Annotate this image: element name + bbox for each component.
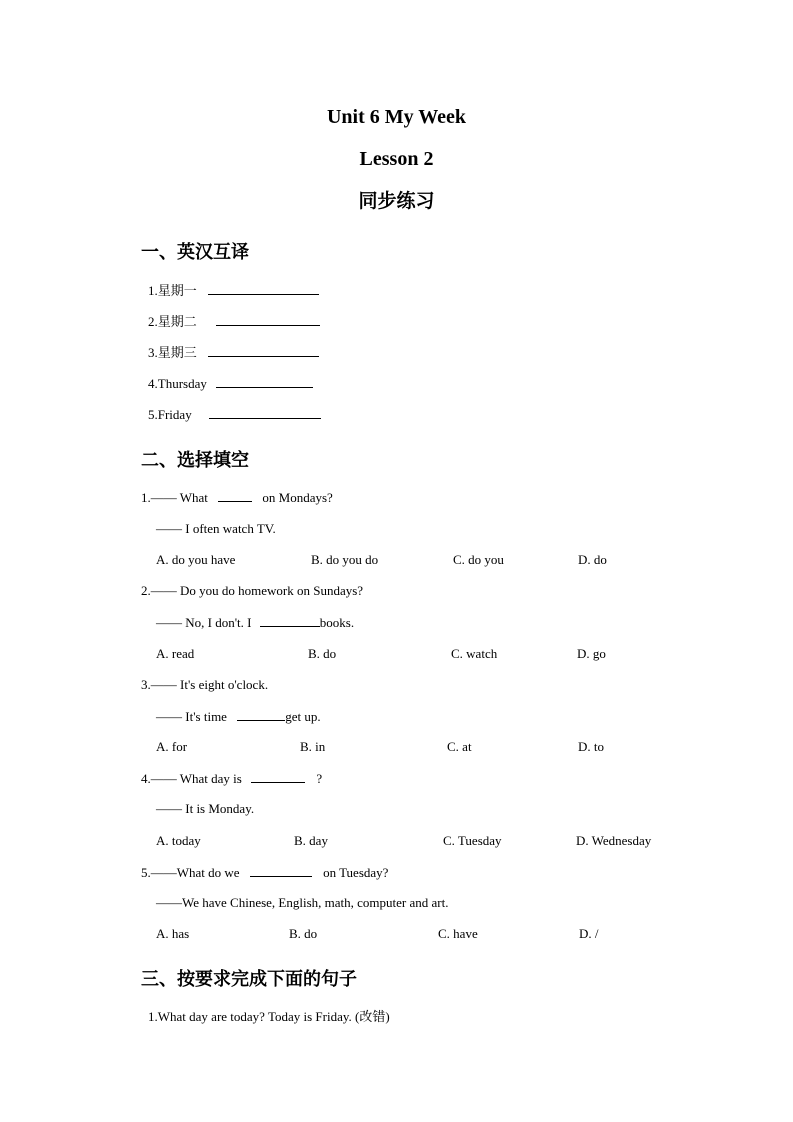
answer-blank	[251, 770, 305, 783]
answer-line-3	[156, 708, 321, 725]
answer-line-4: —— It is Monday.	[156, 801, 255, 816]
option-b: B. do you do	[311, 552, 379, 567]
section-heading-sentences: 三、按要求完成下面的句子	[141, 969, 357, 990]
answer-text: get up.	[285, 709, 321, 724]
option-a: A. has	[156, 926, 190, 941]
document-subtitle: 同步练习	[358, 190, 435, 212]
translation-item	[148, 375, 313, 392]
translation-item	[148, 313, 320, 330]
option-d: D. do	[578, 552, 607, 567]
answer-blank	[216, 313, 320, 326]
option-c: C. have	[438, 926, 478, 941]
question-text: on Mondays?	[262, 490, 333, 505]
question-text: ?	[316, 771, 323, 786]
answer-line-5: ——We have Chinese, English, math, computer and art.	[156, 895, 449, 910]
sentence-item: 1.What day are today? Today is Friday. (改错)	[148, 1009, 390, 1024]
translation-item	[148, 344, 319, 361]
option-c: C. do you	[453, 552, 504, 567]
option-b: B. do	[308, 646, 337, 661]
section-heading-multiple-choice: 二、选择填空	[141, 450, 249, 471]
translation-item	[148, 406, 321, 423]
option-b: B. do	[289, 926, 318, 941]
question-1	[141, 489, 333, 506]
option-a: A. today	[156, 833, 201, 848]
lesson-title: Lesson 2	[359, 148, 434, 170]
question-text: 1.—— What	[141, 490, 208, 505]
option-d: D. /	[579, 926, 599, 941]
answer-blank	[208, 282, 319, 295]
option-d: D. go	[577, 646, 606, 661]
question-text: 5.——What do we	[141, 865, 240, 880]
answer-line-1: —— I often watch TV.	[156, 521, 276, 536]
answer-blank	[260, 614, 320, 627]
option-d: D. Wednesday	[576, 833, 652, 848]
item-text: 2.星期二	[148, 314, 197, 329]
answer-text: —— It's time	[156, 709, 227, 724]
section-heading-translation: 一、英汉互译	[141, 242, 249, 263]
answer-blank	[237, 708, 285, 721]
option-c: C. watch	[451, 646, 498, 661]
translation-item	[148, 282, 319, 299]
question-2: 2.—— Do you do homework on Sundays?	[141, 583, 364, 598]
option-a: A. do you have	[156, 552, 236, 567]
question-5	[141, 864, 388, 881]
question-text: 4.—— What day is	[141, 771, 242, 786]
answer-blank	[218, 489, 252, 502]
question-text: on Tuesday?	[323, 865, 389, 880]
option-a: A. for	[156, 739, 188, 754]
option-b: B. in	[300, 739, 326, 754]
option-c: C. at	[447, 739, 472, 754]
answer-text: books.	[319, 615, 355, 630]
item-text: 5.Friday	[148, 407, 192, 422]
item-text: 3.星期三	[148, 345, 197, 360]
option-a: A. read	[156, 646, 195, 661]
question-4	[141, 770, 322, 787]
option-c: C. Tuesday	[443, 833, 502, 848]
answer-line-2	[156, 614, 354, 631]
option-d: D. to	[578, 739, 604, 754]
answer-blank	[216, 375, 313, 388]
item-text: 4.Thursday	[148, 376, 207, 391]
question-3: 3.—— It's eight o'clock.	[141, 677, 269, 692]
answer-blank	[208, 344, 319, 357]
answer-blank	[209, 406, 321, 419]
answer-blank	[250, 864, 312, 877]
answer-text: —— No, I don't. I	[156, 615, 252, 630]
option-b: B. day	[294, 833, 328, 848]
document-title: Unit 6 My Week	[326, 106, 467, 128]
item-text: 1.星期一	[148, 283, 197, 298]
